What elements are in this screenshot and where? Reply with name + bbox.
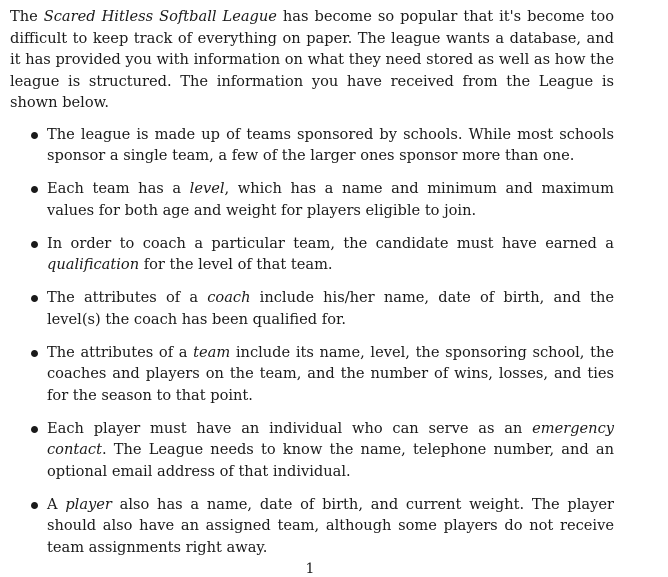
requirements-list [10, 124, 614, 559]
list-item-text: The league is made up of teams sponsored by schools. While most schools sponsor a single team, a few of the larger ones sponsor more than one. [47, 125, 614, 164]
list-item-text: also has a name, date of birth, and current weight. The player should also have an assigned team, although some players do not receive team assignments right away. [47, 495, 614, 556]
list-item-text: Each player must have an individual who can serve as an [47, 419, 533, 437]
list-item-term: coach [207, 289, 251, 306]
list-item-term: player [65, 495, 112, 513]
list-item-text: include its name, level, the sponsoring school, the coaches and players on the team, and the number of wins, losses, and ties for the season to that point. [47, 343, 614, 404]
list-item [10, 418, 614, 483]
list-item-term: emergency contact [47, 419, 614, 458]
list-item-text: In order to coach a particular team, the candidate must have earned a [47, 234, 614, 252]
page-number: 1 [305, 561, 315, 577]
list-item-term: level [189, 180, 225, 197]
list-item [10, 124, 614, 167]
intro-paragraph [10, 6, 614, 114]
list-item-term: team [193, 343, 231, 361]
list-item-text: . The League needs to know the name, telephone number, and an optional email address of that individual. [47, 441, 614, 480]
bullet-icon [31, 350, 38, 357]
list-item-text: The attributes of a [47, 343, 194, 361]
list-item [10, 494, 614, 559]
list-item-text: for the level of that team. [139, 256, 333, 273]
list-item-text: include his/her name, date of birth, and the level(s) the coach has been qualified for. [47, 289, 614, 328]
list-item [10, 233, 614, 276]
intro-text-after: has become so popular that it's become too difficult to keep track of everything on paper. The league wants a database, and it has provided you with information on what they need stored as well as how the league is structured. The information you have received from the League is shown below. [10, 8, 614, 111]
document-page [10, 6, 614, 570]
list-item [10, 287, 614, 330]
bullet-icon [31, 186, 38, 193]
bullet-icon [31, 295, 38, 302]
list-item-text: A [47, 495, 66, 513]
list-item-text: Each team has a [47, 180, 190, 197]
list-item-term: qualification [47, 256, 140, 273]
bullet-icon [31, 502, 38, 509]
list-item [10, 178, 614, 221]
intro-text-before: The [10, 8, 44, 25]
bullet-icon [31, 132, 38, 139]
league-name: Scared Hitless Softball League [43, 8, 277, 25]
bullet-icon [31, 241, 38, 248]
list-item [10, 342, 614, 407]
list-item-text: The attributes of a [47, 289, 208, 306]
bullet-icon [31, 426, 38, 433]
list-item-text: , which has a name and minimum and maximum values for both age and weight for players eligible to join. [47, 180, 614, 219]
